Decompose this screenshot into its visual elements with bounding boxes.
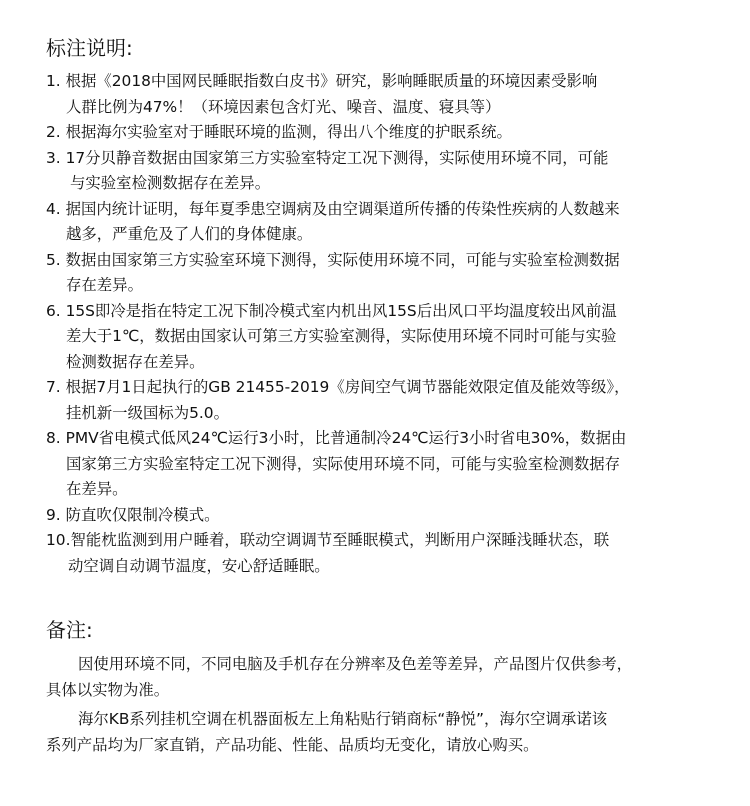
note-line: 3. 17分贝静音数据由国家第三方实验室特定工况下测得，实际使用环境不同，可能: [46, 148, 609, 167]
note-item: [46, 120, 726, 146]
note-item: [46, 299, 726, 376]
remark-paragraph: [46, 707, 706, 758]
note-line: 9. 防直吹仅限制冷模式。: [46, 505, 220, 524]
note-line: 2. 根据海尔实验室对于睡眠环境的监测，得出八个维度的护眠系统。: [46, 123, 512, 141]
note-item: [46, 528, 726, 579]
note-item: [46, 146, 726, 197]
note-line: 检测数据存在差异。: [66, 352, 205, 371]
note-line: 越多，严重危及了人们的身体健康。: [66, 225, 313, 243]
note-line: 6. 15S即冷是指在特定工况下制冷模式室内机出风15S后出风口平均温度较出风前温: [46, 301, 617, 320]
note-line: 7. 根据7月1日起执行的GB 21455-2019《房间空气调节器能效限定值及能效等级》，: [46, 378, 630, 396]
remarks-section: [46, 652, 706, 762]
note-line: 5. 数据由国家第三方实验室环境下测得，实际使用环境不同，可能与实验室检测数据: [46, 250, 620, 269]
note-line: 国家第三方实验室特定工况下测得，实际使用环境不同，可能与实验室检测数据存: [66, 454, 621, 473]
note-line: 挂机新一级国标为5.0。: [66, 403, 229, 422]
note-item: [46, 503, 726, 529]
note-line: 在差异。: [66, 480, 128, 498]
note-line: 8. PMV省电模式低风24℃运行3小时，比普通制冷24℃运行3小时省电30%，数据由: [46, 429, 627, 447]
note-line: 与实验室检测数据存在差异。: [70, 174, 271, 192]
note-item: [46, 69, 726, 120]
notes-list: [46, 69, 726, 579]
note-line: 动空调自动调节温度，安心舒适睡眠。: [68, 556, 330, 575]
remark-line: 海尔KB系列挂机空调在机器面板左上角粘贴行销商标“静悦”，海尔空调承诺该: [78, 710, 608, 728]
note-line: 人群比例为47%！（环境因素包含灯光、噪音、温度、寝具等）: [66, 97, 501, 116]
note-item: [46, 197, 726, 248]
remark-paragraph: [46, 652, 706, 703]
remark-line: 系列产品均为厂家直销，产品功能、性能、品质均无变化，请放心购买。: [46, 735, 539, 754]
note-line: 4. 据国内统计证明，每年夏季患空调病及由空调渠道所传播的传染性疾病的人数越来: [46, 199, 620, 218]
notes-heading: 标注说明:: [46, 36, 133, 60]
remark-line: 具体以实物为准。: [46, 680, 170, 699]
note-item: [46, 248, 726, 299]
note-line: 1. 根据《2018中国网民睡眠指数白皮书》研究，影响睡眠质量的环境因素受影响: [46, 72, 598, 90]
note-line: 存在差异。: [66, 276, 143, 294]
remarks-heading: 备注:: [46, 618, 93, 642]
note-item: [46, 426, 726, 503]
note-item: [46, 375, 726, 426]
remark-line: 因使用环境不同，不同电脑及手机存在分辨率及色差等差异，产品图片仅供参考，: [78, 655, 633, 673]
note-line: 10.智能枕监测到用户睡着，联动空调调节至睡眠模式，判断用户深睡浅睡状态，联: [46, 531, 610, 549]
note-line: 差大于1℃，数据由国家认可第三方实验室测得，实际使用环境不同时可能与实验: [66, 327, 617, 345]
